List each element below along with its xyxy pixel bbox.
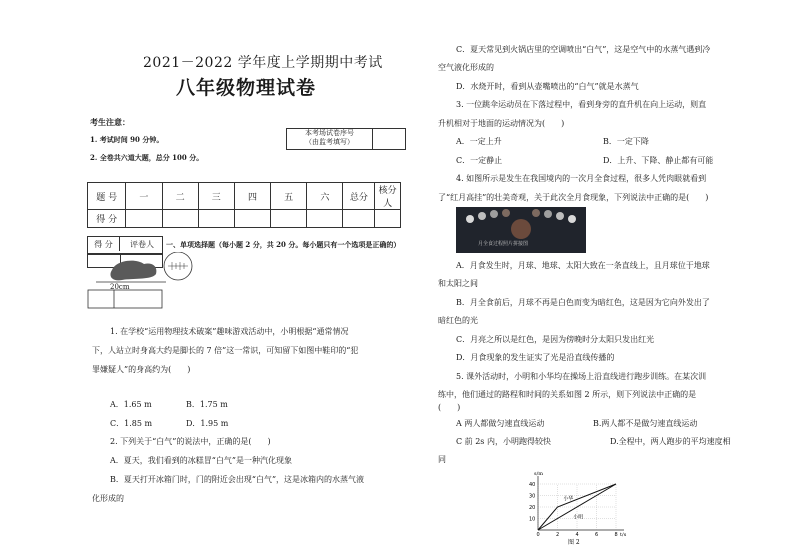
score-header-cell: 二 (162, 183, 198, 210)
score-cell[interactable] (307, 210, 343, 228)
lunar-eclipse-photo (456, 207, 586, 253)
score-cell[interactable] (126, 210, 162, 228)
moon-photo-caption: 月全食过程照片拼接图 (478, 241, 529, 247)
q5-option-b[interactable]: B.两人都不是做匀速直线运动 (593, 419, 698, 428)
graph-y-tick-label: 30 (529, 493, 536, 500)
score-header-cell: 一 (126, 183, 162, 210)
seat-number-field[interactable] (374, 129, 405, 149)
graph-y-axis-label: s/m (534, 471, 543, 477)
graph-series-label-xiaoming: 小明 (573, 514, 584, 521)
q4-option-a-line1[interactable]: A．月食发生时，月球、地球、太阳大致在一条直线上，且月球位于地球 (456, 261, 710, 270)
shoe-print-figure (86, 252, 198, 310)
score-table-header-row (88, 183, 401, 210)
notice-item-1: 1. 考试时间 90 分钟。 (90, 135, 164, 144)
q5-option-d-line2: 同 (438, 455, 446, 464)
q2-option-a[interactable]: A．夏天，我们看到的冰糕冒“白气”是一种汽化现象 (110, 456, 292, 465)
shoe-print-icon (110, 261, 156, 281)
q1-option-a[interactable]: A．1.65 m (110, 400, 152, 409)
score-cell[interactable] (234, 210, 270, 228)
q3-option-c[interactable]: C．一定静止 (456, 156, 503, 165)
q2-option-b-line2: 化形成的 (92, 494, 124, 503)
graph-x-tick-label: 2 (556, 532, 560, 538)
q2-option-b-line1[interactable]: B．夏天打开冰箱门时，门的附近会出现“白气”，这是冰箱内的水蒸气液 (110, 475, 365, 484)
score-cell[interactable] (375, 210, 401, 228)
q4-option-d[interactable]: D．月食现象的发生证实了光是沿直线传播的 (456, 353, 615, 362)
graph-x-tick-label: 8 (614, 532, 618, 538)
q3-option-d[interactable]: D．上升、下降、静止都有可能 (603, 156, 714, 165)
score-header-cell: 核分人 (375, 183, 401, 210)
graph-x-tick-label: 0 (536, 532, 540, 538)
q4-option-b-line1[interactable]: B．月全食前后，月球不再是白色而变为暗红色，这是因为它向外发出了 (456, 298, 710, 307)
q5-option-d-line1[interactable]: D.全程中，两人跑步的平均速度相 (610, 437, 731, 446)
q4-line-2: 了“红月高挂”的壮美奇观，关于此次全月食现象，下列说法中正确的是( ) (438, 193, 709, 202)
graph-y-tick-label: 20 (529, 505, 536, 511)
notice-item-2: 2. 全卷共六道大题，总分 100 分。 (90, 153, 204, 162)
score-header-cell: 四 (234, 183, 270, 210)
q2-line-1: 2. 下列关于“白气”的说法中，正确的是( ) (110, 437, 271, 446)
q2-option-d[interactable]: D．水烧开时，看到从壶嘴喷出的“白气”就是水蒸气 (456, 82, 639, 91)
q2-option-c-line2: 空气液化形成的 (438, 63, 494, 72)
q4-option-a-line2: 和太阳之间 (438, 279, 478, 288)
q2-option-c-line1[interactable]: C．夏天常见到火锅店里的空调喷出“白气”，这是空气中的水蒸气遇到冷 (456, 45, 711, 54)
q1-option-b[interactable]: B．1.75 m (186, 400, 228, 409)
seat-label-line2: （由监考填写） (305, 138, 354, 146)
seat-number-box (286, 128, 406, 150)
section1-reviewer-label: 评卷人 (130, 240, 154, 249)
score-header-cell: 总分 (343, 183, 375, 210)
score-header-cell: 三 (198, 183, 234, 210)
q1-option-d[interactable]: D．1.95 m (186, 419, 229, 428)
score-cell[interactable] (162, 210, 198, 228)
q3-line-1: 3. 一位跳伞运动员在下落过程中，看到身旁的直升机在向上运动，则直 (456, 100, 707, 109)
graph-y-tick-label: 10 (529, 516, 536, 523)
figure-scale-label: 20cm (110, 283, 130, 291)
score-header-cell: 题 号 (88, 183, 126, 210)
paper-title: 八年级物理试卷 (176, 77, 317, 99)
q4-option-b-line2: 暗红色的光 (438, 316, 478, 325)
q1-line-1: 1. 在学校“运用物理技术破案”趣味游戏活动中，小明根据“通常情况 (110, 327, 349, 336)
exam-year-title: 2021－2022 学年度上学期期中考试 (143, 55, 383, 71)
red-moon-icon (511, 219, 531, 239)
section1-heading: 一、单项选择题（每小题 2 分，共 20 分。每小题只有一个选项是正确的） (166, 240, 401, 249)
score-header-cell: 五 (271, 183, 307, 210)
score-table-value-row (88, 210, 401, 228)
graph-series-label-xiaohua: 小华 (563, 496, 574, 503)
q3-option-a[interactable]: A．一定上升 (456, 137, 502, 146)
notice-heading: 考生注意： (90, 117, 130, 127)
graph-y-tick-label: 40 (529, 482, 536, 488)
seat-label-line1: 本考场试卷序号 (305, 129, 354, 137)
graph-x-tick-label: 6 (595, 532, 599, 538)
q5-line-3: ( ) (438, 403, 461, 412)
graph-x-axis-label: t/s (620, 532, 627, 538)
score-cell[interactable] (198, 210, 234, 228)
q5-line-2: 练中，他们通过的路程和时间的关系如图 2 所示，则下列说法中正确的是 (438, 390, 697, 399)
q4-option-c[interactable]: C．月亮之所以是红色，是因为傍晚时分太阳只发出红光 (456, 335, 655, 344)
graph-caption: 图 2 (568, 539, 580, 546)
graph-x-tick-label: 4 (575, 532, 579, 538)
q1-option-c[interactable]: C．1.85 m (110, 419, 153, 428)
score-cell[interactable] (271, 210, 307, 228)
q5-line-1: 5. 课外活动时，小明和小华均在操场上沿直线进行跑步训练。在某次训 (456, 372, 707, 381)
q5-option-a[interactable]: A 两人都做匀速直线运动 (456, 419, 545, 428)
distance-time-graph (520, 470, 630, 546)
q5-option-c[interactable]: C 前 2s 内，小明跑得较快 (456, 437, 551, 446)
q4-line-1: 4. 如图所示是发生在我国境内的一次月全食过程，很多人凭肉眼就看到 (456, 174, 707, 183)
score-table (87, 182, 401, 228)
q3-option-b[interactable]: B．一定下降 (603, 137, 649, 146)
score-cell[interactable] (343, 210, 375, 228)
q1-line-2: 下，人站立时身高大约是脚长的 7 倍”这一常识，可知留下如图中鞋印的“犯 (92, 346, 359, 355)
score-header-cell: 六 (307, 183, 343, 210)
q3-line-2: 升机相对于地面的运动情况为( ) (438, 119, 565, 128)
score-row-label: 得 分 (88, 210, 126, 228)
q1-line-3: 罪嫌疑人”的身高约为( ) (92, 365, 191, 374)
section1-score-label: 得 分 (88, 237, 120, 251)
